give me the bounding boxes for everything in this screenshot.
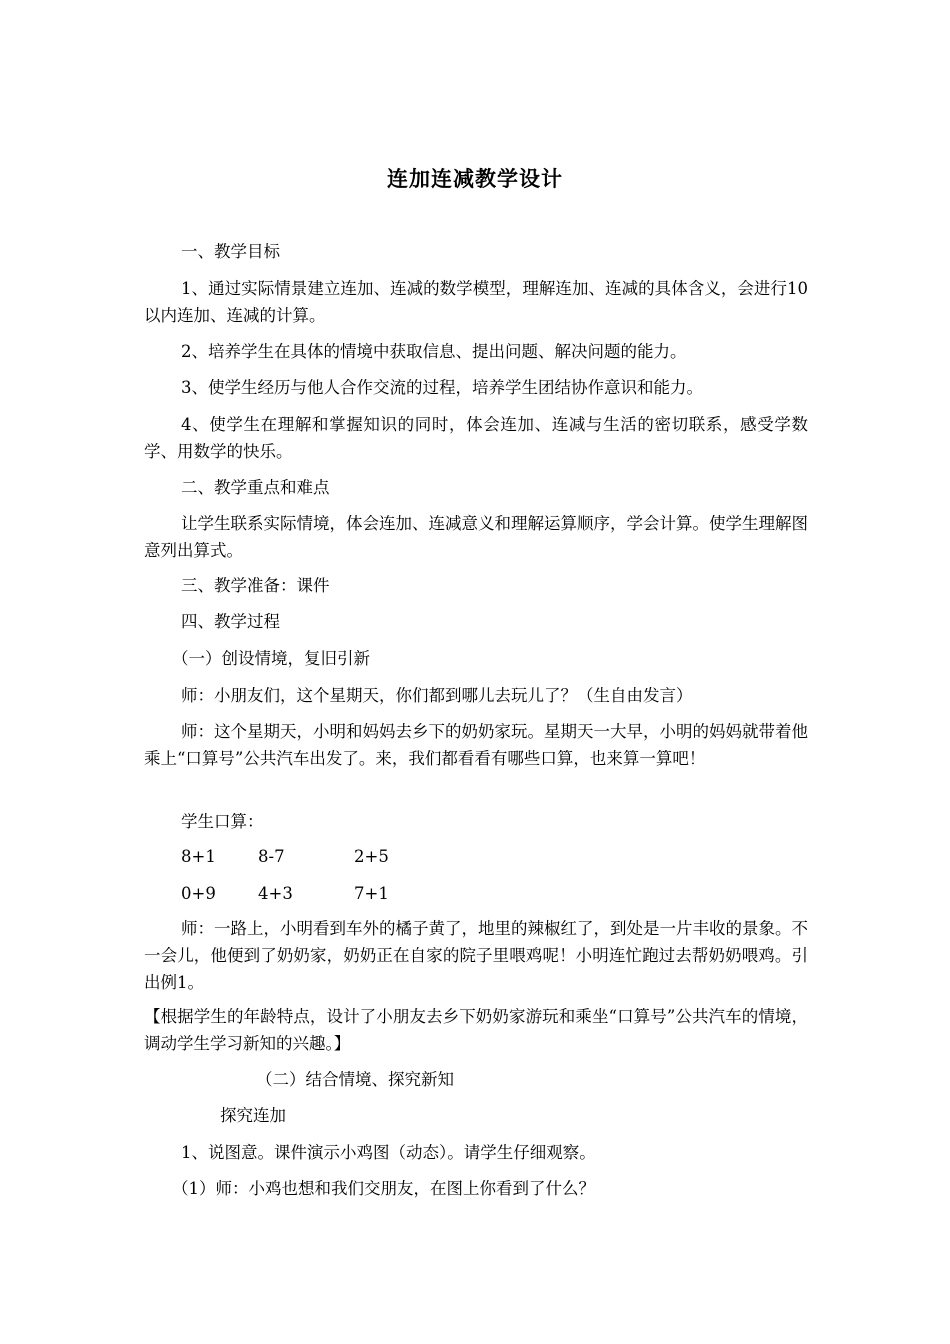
step-1: 1、说图意。课件演示小鸡图（动态）。请学生仔细观察。 bbox=[181, 1143, 596, 1162]
process-heading: 四、教学过程 bbox=[181, 612, 280, 631]
part2-heading: （二）结合情境、探究新知 bbox=[256, 1070, 454, 1089]
oral-item: 7+1 bbox=[354, 884, 389, 903]
explore-add-heading: 探究连加 bbox=[220, 1106, 286, 1125]
oral-label: 学生口算： bbox=[181, 812, 264, 831]
oral-item: 0+9 bbox=[181, 884, 216, 903]
oral-item: 2+5 bbox=[354, 847, 389, 866]
goals-heading: 一、教学目标 bbox=[181, 242, 280, 261]
prep-line: 三、教学准备：课件 bbox=[181, 576, 330, 595]
design-note: 【根据学生的年龄特点，设计了小朋友去乡下奶奶家游玩和乘坐“口算号”公共汽车的情境，调动学生学习新知的兴趣。】 bbox=[144, 1007, 808, 1053]
teacher-line-2: 师：这个星期天，小明和妈妈去乡下的奶奶家玩。星期天一大早，小明的妈妈就带着他乘上“口算号”公共汽车出发了。来，我们都看看有哪些口算，也来算一算吧！ bbox=[144, 722, 808, 768]
step-1-1: （1）师：小鸡也想和我们交朋友，在图上你看到了什么？ bbox=[172, 1179, 595, 1198]
goal-2: 2、培养学生在具体的情境中获取信息、提出问题、解决问题的能力。 bbox=[181, 342, 687, 361]
document-title: 连加连减教学设计 bbox=[387, 166, 563, 191]
goal-3: 3、使学生经历与他人合作交流的过程，培养学生团结协作意识和能力。 bbox=[181, 378, 703, 397]
teacher-line-1: 师：小朋友们，这个星期天，你们都到哪儿去玩儿了？（生自由发言） bbox=[181, 686, 693, 705]
oral-item: 8-7 bbox=[258, 847, 285, 866]
teacher-line-3: 师：一路上，小明看到车外的橘子黄了，地里的辣椒红了，到处是一片丰收的景象。不一会儿，他便到了奶奶家，奶奶正在自家的院子里喂鸡呢！小明连忙跑过去帮奶奶喂鸡。引出例1。 bbox=[144, 919, 808, 992]
oral-item: 4+3 bbox=[258, 884, 293, 903]
key-heading: 二、教学重点和难点 bbox=[181, 478, 330, 497]
key-text: 让学生联系实际情境，体会连加、连减意义和理解运算顺序，学会计算。使学生理解图意列出算式。 bbox=[144, 514, 808, 560]
part1-heading: （一）创设情境，复旧引新 bbox=[172, 649, 370, 668]
goal-4: 4、使学生在理解和掌握知识的同时，体会连加、连减与生活的密切联系，感受学数学、用数学的快乐。 bbox=[144, 415, 808, 461]
oral-item: 8+1 bbox=[181, 847, 216, 866]
goal-1: 1、通过实际情景建立连加、连减的数学模型，理解连加、连减的具体含义，会进行10以内连加、连减的计算。 bbox=[144, 279, 808, 325]
